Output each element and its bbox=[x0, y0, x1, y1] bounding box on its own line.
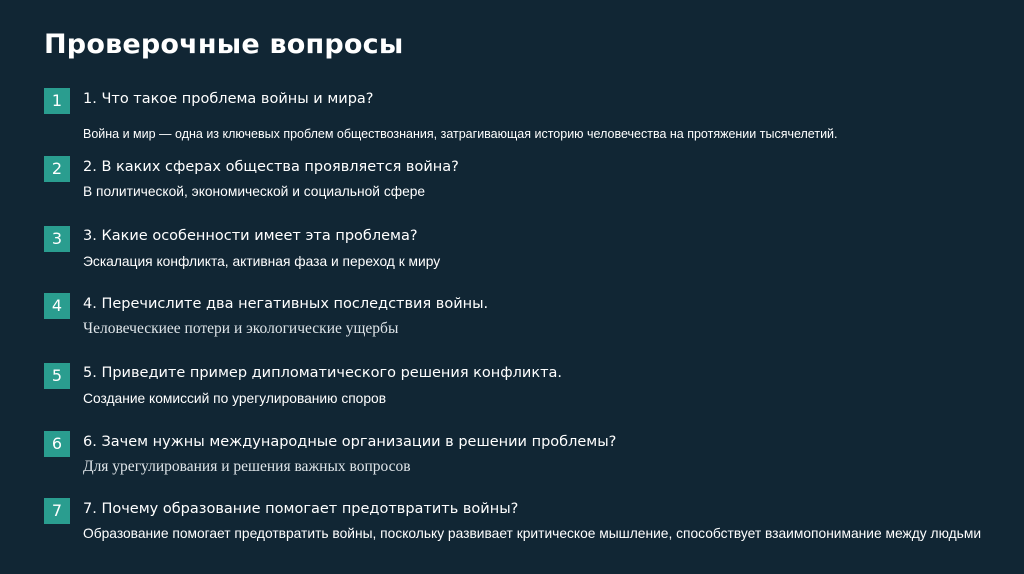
question-text: 4. Перечислите два негативных последствия войны. bbox=[83, 296, 489, 312]
question-text: 3. Какие особенности имеет эта проблема? bbox=[83, 228, 418, 244]
question-text: 6. Зачем нужны международные организации в решении проблемы? bbox=[83, 434, 617, 450]
question-number-badge: 2 bbox=[44, 156, 70, 182]
question-number-badge: 6 bbox=[44, 431, 70, 457]
question-number-badge: 7 bbox=[44, 498, 70, 524]
answer-text: Образование помогает предотвратить войны, поскольку развивает критическое мышление, способствует взаимопонимание между людьми bbox=[83, 526, 982, 541]
answer-text: Для урегулирования и решения важных вопросов bbox=[83, 458, 411, 475]
answer-text: Война и мир — одна из ключевых проблем обществознания, затрагивающая историю человечества на протяжении тысячелетий. bbox=[83, 127, 838, 141]
question-number-badge: 3 bbox=[44, 226, 70, 252]
question-text: 5. Приведите пример дипломатического решения конфликта. bbox=[83, 365, 563, 381]
question-number-badge: 5 bbox=[44, 363, 70, 389]
question-number-badge: 1 bbox=[44, 88, 70, 114]
question-number-badge: 4 bbox=[44, 293, 70, 319]
answer-text: Создание комиссий по урегулированию споров bbox=[83, 391, 387, 406]
answer-text: Человеческиее потери и экологические ущербы bbox=[83, 320, 399, 337]
question-text: 1. Что такое проблема войны и мира? bbox=[83, 91, 374, 107]
answer-text: В политической, экономической и социальной сфере bbox=[83, 184, 426, 199]
page-title: Проверочные вопросы bbox=[44, 29, 404, 60]
question-text: 7. Почему образование помогает предотвратить войны? bbox=[83, 501, 519, 517]
question-text: 2. В каких сферах общества проявляется война? bbox=[83, 159, 459, 175]
answer-text: Эскалация конфликта, активная фаза и переход к миру bbox=[83, 254, 441, 269]
